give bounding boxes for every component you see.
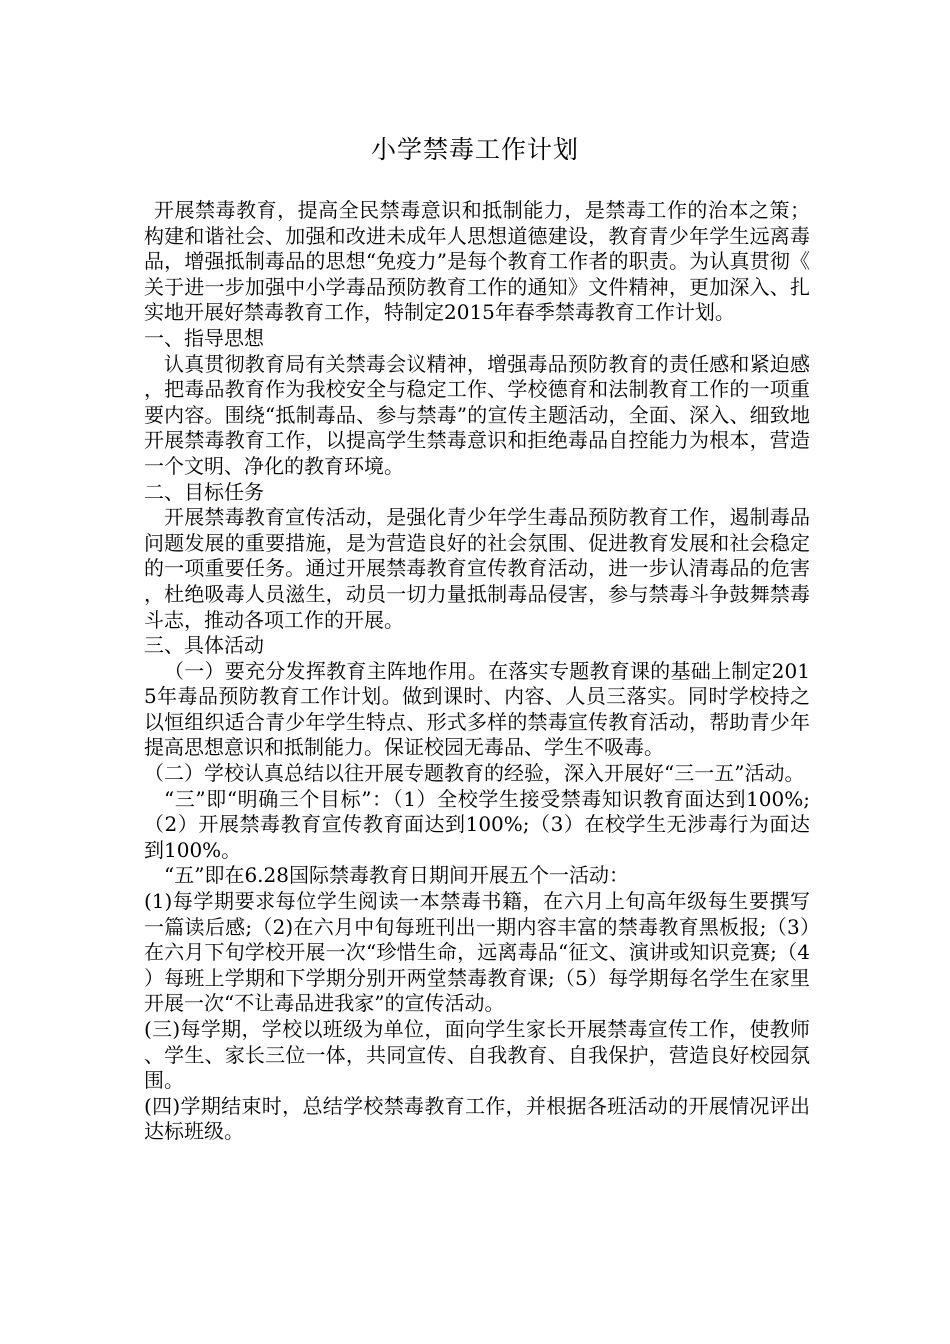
- section-heading-guiding-ideology: 一、指导思想: [144, 325, 264, 350]
- intro-paragraph: 开展禁毒教育，提高全民禁毒意识和抵制能力，是禁毒工作的治本之策；构建和谐社会、加强和改进未成年人思想道德建设，教育青少年学生远离毒品，增强抵制毒品的思想“免疫力”是每个教育工作者的职责。为认真贯彻《关于进一步加强中小学毒品预防教育工作的通知》文件精神，更加深入、扎实地开展好禁毒教育工作，特制定2015年春季禁毒教育工作计划。: [144, 198, 810, 325]
- five-activities-intro: “五”即在6.28国际禁毒教育日期间开展五个一活动：: [164, 863, 629, 888]
- section-heading-activities: 三、具体活动: [144, 633, 264, 658]
- objectives-paragraph: 开展禁毒教育宣传活动，是强化青少年学生毒品预防教育工作，遏制毒品问题发展的重要措施，是为营造良好的社会氛围、促进教育发展和社会稳定的一项重要任务。通过开展禁毒教育宣传教育活动，进一步认清毒品的危害，杜绝吸毒人员滋生，动员一切力量抵制毒品侵害，参与禁毒斗争鼓舞禁毒斗志，推动各项工作的开展。: [144, 505, 810, 632]
- activity-1-paragraph: （一）要充分发挥教育主阵地作用。在落实专题教育课的基础上制定2015年毒品预防教育工作计划。做到课时、内容、人员三落实。同时学校持之以恒组织适合青少年学生特点、形式多样的禁毒宣传教育活动，帮助青少年提高思想意识和抵制能力。保证校园无毒品、学生不吸毒。: [144, 658, 810, 760]
- section-heading-objectives: 二、目标任务: [144, 479, 264, 504]
- document-body: [144, 198, 810, 1145]
- document-title: 小学禁毒工作计划: [370, 135, 579, 164]
- activity-3-paragraph: (三)每学期，学校以班级为单位，面向学生家长开展禁毒宣传工作，使教师、学生、家长三位一体，共同宣传、自我教育、自我保护，营造良好校园氛围。: [144, 1017, 810, 1093]
- activity-2-paragraph: （二）学校认真总结以往开展专题教育的经验，深入开展好“三一五”活动。: [144, 761, 805, 786]
- guiding-ideology-paragraph: 认真贯彻教育局有关禁毒会议精神，增强毒品预防教育的责任感和紧迫感，把毒品教育作为我校安全与稳定工作、学校德育和法制教育工作的一项重要内容。围绕“抵制毒品、参与禁毒”的宣传主题活动，全面、深入、细致地开展禁毒教育工作，以提高学生禁毒意识和拒绝毒品自控能力为根本，营造一个文明、净化的教育环境。: [144, 351, 810, 478]
- activity-4-paragraph: (四)学期结束时，总结学校禁毒教育工作，并根据各班活动的开展情况评出达标班级。: [144, 1093, 810, 1144]
- three-goals-paragraph: “三”即“明确三个目标”：（1）全校学生接受禁毒知识教育面达到100%;（2）开展禁毒教育宣传教育面达到100%;（3）在校学生无涉毒行为面达到100%。: [144, 786, 810, 862]
- five-activities-list: (1)每学期要求每位学生阅读一本禁毒书籍，在六月上旬高年级每生要撰写一篇读后感;（2)在六月中旬每班刊出一期内容丰富的禁毒教育黑板报;（3）在六月下旬学校开展一次“珍惜生命，远离毒品“征文、演讲或知识竞赛;（4）每班上学期和下学期分别开两堂禁毒教育课;（5）每学期每名学生在家里开展一次“不让毒品进我家”的宣传活动。: [144, 889, 810, 1016]
